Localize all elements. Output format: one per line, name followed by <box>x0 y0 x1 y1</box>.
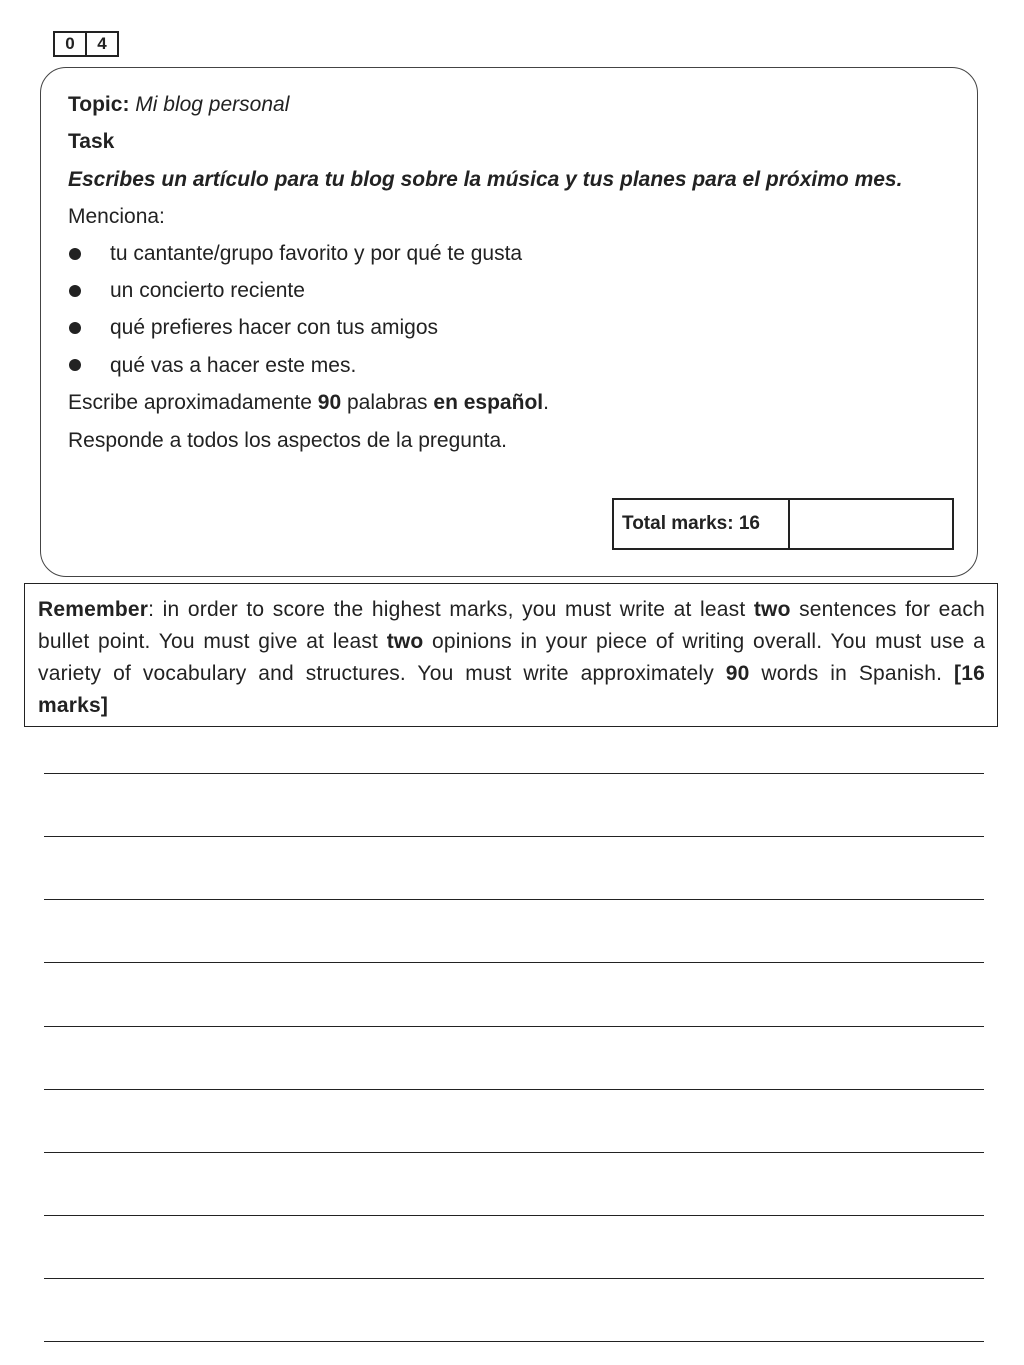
total-marks-label: Total marks: 16 <box>614 500 790 548</box>
remember-emphasis: two <box>386 630 424 653</box>
answer-line[interactable] <box>44 1278 984 1279</box>
word-count-text: Escribe aproximadamente <box>68 391 312 414</box>
remember-marks: [16 marks] <box>38 662 985 717</box>
bullet-dot-icon <box>69 322 81 334</box>
bullet-dot-icon <box>69 285 81 297</box>
answer-line[interactable] <box>44 1089 984 1090</box>
remember-text: words in Spanish. <box>761 662 943 685</box>
topic-line <box>68 92 289 118</box>
remember-text: sentences for each bullet point. You must give at least <box>38 598 986 653</box>
answer-line[interactable] <box>44 962 984 963</box>
bullet-item: un concierto reciente <box>110 279 305 302</box>
remember-text: opinions in your piece of writing overall. You must use a variety of vocabulary and structures. You must write approximately <box>38 630 985 685</box>
task-instruction: Escribes un artículo para tu blog sobre la música y tus planes para el próximo mes. <box>68 168 903 191</box>
word-count-text: palabras <box>347 391 428 414</box>
question-number-digit: 4 <box>85 33 117 55</box>
answer-line[interactable] <box>44 1341 984 1342</box>
remember-emphasis: 90 <box>725 662 750 685</box>
language-emphasis: en español <box>433 391 544 414</box>
remember-emphasis: two <box>753 598 791 621</box>
remember-box <box>24 583 998 727</box>
bullet-item: tu cantante/grupo favorito y por qué te gusta <box>110 242 523 265</box>
bullet-dot-icon <box>69 359 81 371</box>
total-marks-box <box>612 498 954 550</box>
task-box <box>40 67 978 577</box>
bullet-dot-icon <box>69 248 81 260</box>
word-count-number: 90 <box>317 391 342 414</box>
answer-line[interactable] <box>44 899 984 900</box>
answer-line[interactable] <box>44 1026 984 1027</box>
word-count-text: . <box>543 391 549 414</box>
task-heading: Task <box>68 130 115 153</box>
answer-line[interactable] <box>44 1152 984 1153</box>
answer-line[interactable] <box>44 773 984 774</box>
topic-label: Topic: <box>68 93 130 116</box>
mention-label: Menciona: <box>68 205 165 228</box>
bullet-item: qué vas a hacer este mes. <box>110 354 357 377</box>
word-count-instruction <box>68 390 549 416</box>
answer-line[interactable] <box>44 1215 984 1216</box>
marks-score-field[interactable] <box>790 500 952 548</box>
respond-instruction: Responde a todos los aspectos de la pregunta. <box>68 429 507 452</box>
question-number-digit: 0 <box>65 34 75 53</box>
answer-line[interactable] <box>44 836 984 837</box>
topic-value: Mi blog personal <box>135 93 290 116</box>
remember-text: : in order to score the highest marks, you must write at least <box>148 598 746 621</box>
question-number <box>53 31 119 57</box>
remember-label: Remember <box>38 598 149 621</box>
bullet-item: qué prefieres hacer con tus amigos <box>110 316 439 339</box>
